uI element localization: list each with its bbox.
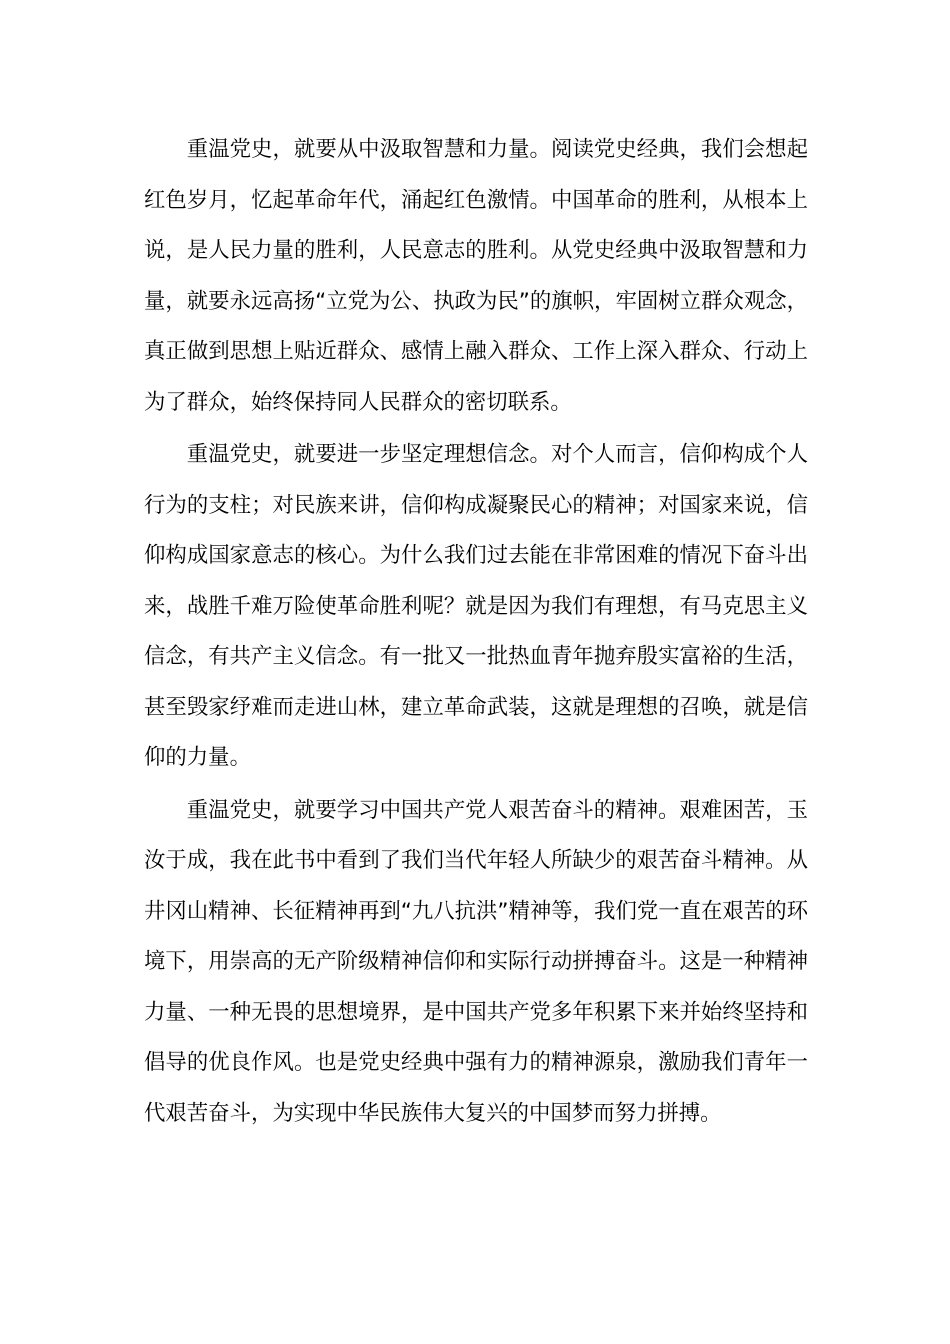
paragraph-2: 重温党史，就要进一步坚定理想信念。对个人而言，信仰构成个人行为的支柱；对民族来讲，信仰构成凝聚民心的精神；对国家来说，信仰构成国家意志的核心。为什么我们过去能在非常困难的情况下奋斗出来，战胜千难万险使革命胜利呢？就是因为我们有理想，有马克思主义信念，有共产主义信念。有一批又一批热血青年抛弃殷实富裕的生活，甚至毁家纾难而走进山林，建立革命武装，这就是理想的召唤，就是信仰的力量。	[144, 442, 808, 770]
document-body	[144, 125, 808, 1141]
paragraph-1: 重温党史，就要从中汲取智慧和力量。阅读党史经典，我们会想起红色岁月，忆起革命年代，涌起红色激情。中国革命的胜利，从根本上说，是人民力量的胜利，人民意志的胜利。从党史经典中汲取智慧和力量，就要永远高扬“立党为公、执政为民”的旗帜，牢固树立群众观念，真正做到思想上贴近群众、感情上融入群众、工作上深入群众、行动上为了群众，始终保持同人民群众的密切联系。	[144, 137, 808, 415]
paragraph-3: 重温党史，就要学习中国共产党人艰苦奋斗的精神。艰难困苦，玉汝于成，我在此书中看到了我们当代年轻人所缺少的艰苦奋斗精神。从井冈山精神、长征精神再到“九八抗洪”精神等，我们党一直在艰苦的环境下，用崇高的无产阶级精神信仰和实际行动拼搏奋斗。这是一种精神力量、一种无畏的思想境界，是中国共产党多年积累下来并始终坚持和倡导的优良作风。也是党史经典中强有力的精神源泉，激励我们青年一代艰苦奋斗，为实现中华民族伟大复兴的中国梦而努力拼搏。	[144, 797, 808, 1126]
